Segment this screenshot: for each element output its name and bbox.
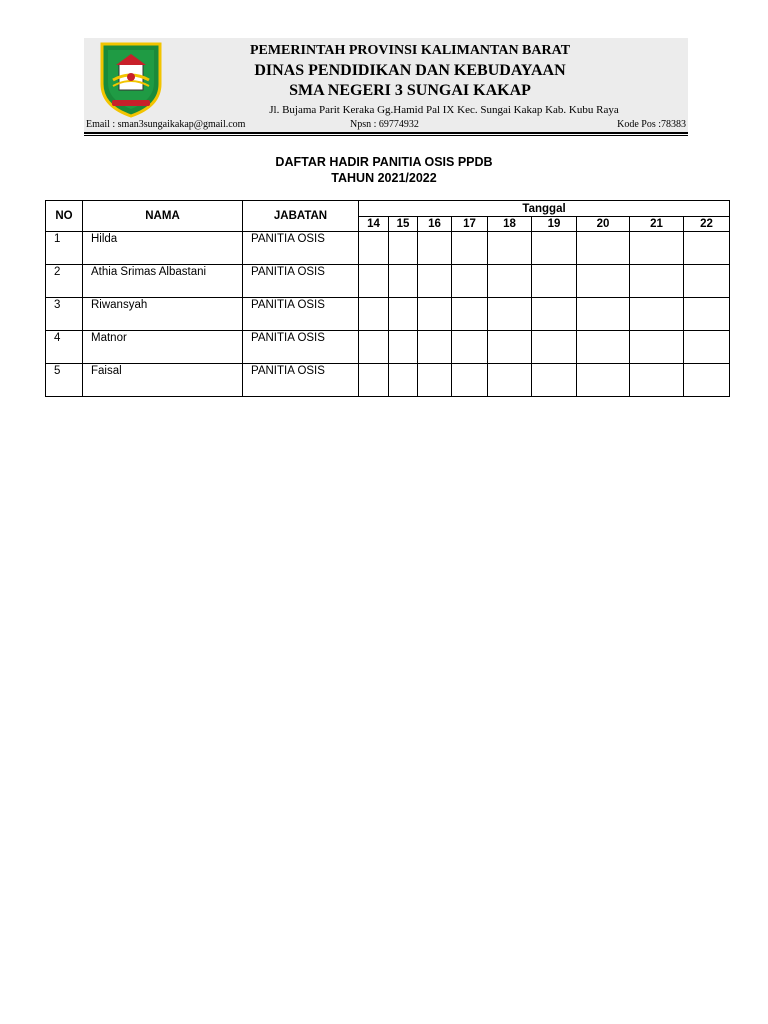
row-nama: Faisal xyxy=(83,364,243,397)
header-tanggal: Tanggal xyxy=(359,201,730,217)
attendance-cell[interactable] xyxy=(452,364,488,397)
row-nama: Hilda xyxy=(83,232,243,265)
attendance-cell[interactable] xyxy=(532,331,577,364)
table-row xyxy=(46,232,730,265)
attendance-cell[interactable] xyxy=(488,298,532,331)
header-date: 17 xyxy=(452,217,488,232)
attendance-cell[interactable] xyxy=(577,265,630,298)
letterhead-npsn: Npsn : 69774932 xyxy=(350,119,419,130)
attendance-cell[interactable] xyxy=(630,232,684,265)
attendance-cell[interactable] xyxy=(577,364,630,397)
letterhead-postal-code: Kode Pos :78383 xyxy=(617,119,686,130)
header-date: 20 xyxy=(577,217,630,232)
header-date: 19 xyxy=(532,217,577,232)
attendance-cell[interactable] xyxy=(630,364,684,397)
row-nama: Matnor xyxy=(83,331,243,364)
letterhead-divider-thin xyxy=(84,135,688,136)
attendance-cell[interactable] xyxy=(452,232,488,265)
attendance-table xyxy=(45,200,730,397)
attendance-cell[interactable] xyxy=(389,364,418,397)
attendance-cell[interactable] xyxy=(684,298,730,331)
row-no: 3 xyxy=(46,298,83,331)
attendance-cell[interactable] xyxy=(684,265,730,298)
attendance-cell[interactable] xyxy=(452,298,488,331)
attendance-cell[interactable] xyxy=(418,364,452,397)
attendance-cell[interactable] xyxy=(577,331,630,364)
header-date: 18 xyxy=(488,217,532,232)
attendance-cell[interactable] xyxy=(418,298,452,331)
attendance-cell[interactable] xyxy=(488,364,532,397)
attendance-cell[interactable] xyxy=(418,265,452,298)
attendance-cell[interactable] xyxy=(418,232,452,265)
attendance-cell[interactable] xyxy=(630,265,684,298)
header-date: 16 xyxy=(418,217,452,232)
row-no: 1 xyxy=(46,232,83,265)
document-title: DAFTAR HADIR PANITIA OSIS PPDB xyxy=(275,155,493,169)
letterhead-address: Jl. Bujama Parit Keraka Gg.Hamid Pal IX Kec. Sungai Kakap Kab. Kubu Raya xyxy=(269,104,619,116)
attendance-cell[interactable] xyxy=(630,331,684,364)
letterhead-divider xyxy=(84,132,688,134)
attendance-cell[interactable] xyxy=(418,331,452,364)
attendance-cell[interactable] xyxy=(359,298,389,331)
row-jabatan: PANITIA OSIS xyxy=(243,232,359,265)
attendance-cell[interactable] xyxy=(389,298,418,331)
letterhead-department: DINAS PENDIDIKAN DAN KEBUDAYAAN xyxy=(254,62,566,79)
attendance-cell[interactable] xyxy=(359,265,389,298)
header-date: 21 xyxy=(630,217,684,232)
row-jabatan: PANITIA OSIS xyxy=(243,298,359,331)
attendance-cell[interactable] xyxy=(488,232,532,265)
attendance-cell[interactable] xyxy=(389,265,418,298)
header-date: 14 xyxy=(359,217,389,232)
letterhead-province: PEMERINTAH PROVINSI KALIMANTAN BARAT xyxy=(249,43,571,58)
row-jabatan: PANITIA OSIS xyxy=(243,265,359,298)
attendance-cell[interactable] xyxy=(577,298,630,331)
row-no: 2 xyxy=(46,265,83,298)
attendance-cell[interactable] xyxy=(532,364,577,397)
table-row xyxy=(46,265,730,298)
attendance-cell[interactable] xyxy=(359,331,389,364)
attendance-cell[interactable] xyxy=(389,331,418,364)
attendance-cell[interactable] xyxy=(452,331,488,364)
row-nama: Riwansyah xyxy=(83,298,243,331)
attendance-cell[interactable] xyxy=(684,331,730,364)
row-jabatan: PANITIA OSIS xyxy=(243,364,359,397)
letterhead-school: SMA NEGERI 3 SUNGAI KAKAP xyxy=(289,82,531,99)
table-row xyxy=(46,298,730,331)
row-nama: Athia Srimas Albastani xyxy=(83,265,243,298)
attendance-cell[interactable] xyxy=(577,232,630,265)
header-jabatan: JABATAN xyxy=(243,201,359,232)
attendance-cell[interactable] xyxy=(389,232,418,265)
row-jabatan: PANITIA OSIS xyxy=(243,331,359,364)
attendance-cell[interactable] xyxy=(488,331,532,364)
attendance-cell[interactable] xyxy=(488,265,532,298)
attendance-cell[interactable] xyxy=(532,265,577,298)
attendance-cell[interactable] xyxy=(359,364,389,397)
header-date: 22 xyxy=(684,217,730,232)
row-no: 5 xyxy=(46,364,83,397)
attendance-cell[interactable] xyxy=(532,232,577,265)
attendance-cell[interactable] xyxy=(684,364,730,397)
table-row xyxy=(46,364,730,397)
attendance-cell[interactable] xyxy=(684,232,730,265)
attendance-cell[interactable] xyxy=(359,232,389,265)
attendance-cell[interactable] xyxy=(452,265,488,298)
header-no: NO xyxy=(46,201,83,232)
document-subtitle: TAHUN 2021/2022 xyxy=(331,171,437,185)
attendance-cell[interactable] xyxy=(630,298,684,331)
provincial-crest-icon xyxy=(98,40,164,118)
table-row xyxy=(46,331,730,364)
letterhead-email: Email : sman3sungaikakap@gmail.com xyxy=(86,119,246,130)
row-no: 4 xyxy=(46,331,83,364)
header-date: 15 xyxy=(389,217,418,232)
attendance-cell[interactable] xyxy=(532,298,577,331)
header-nama: NAMA xyxy=(83,201,243,232)
